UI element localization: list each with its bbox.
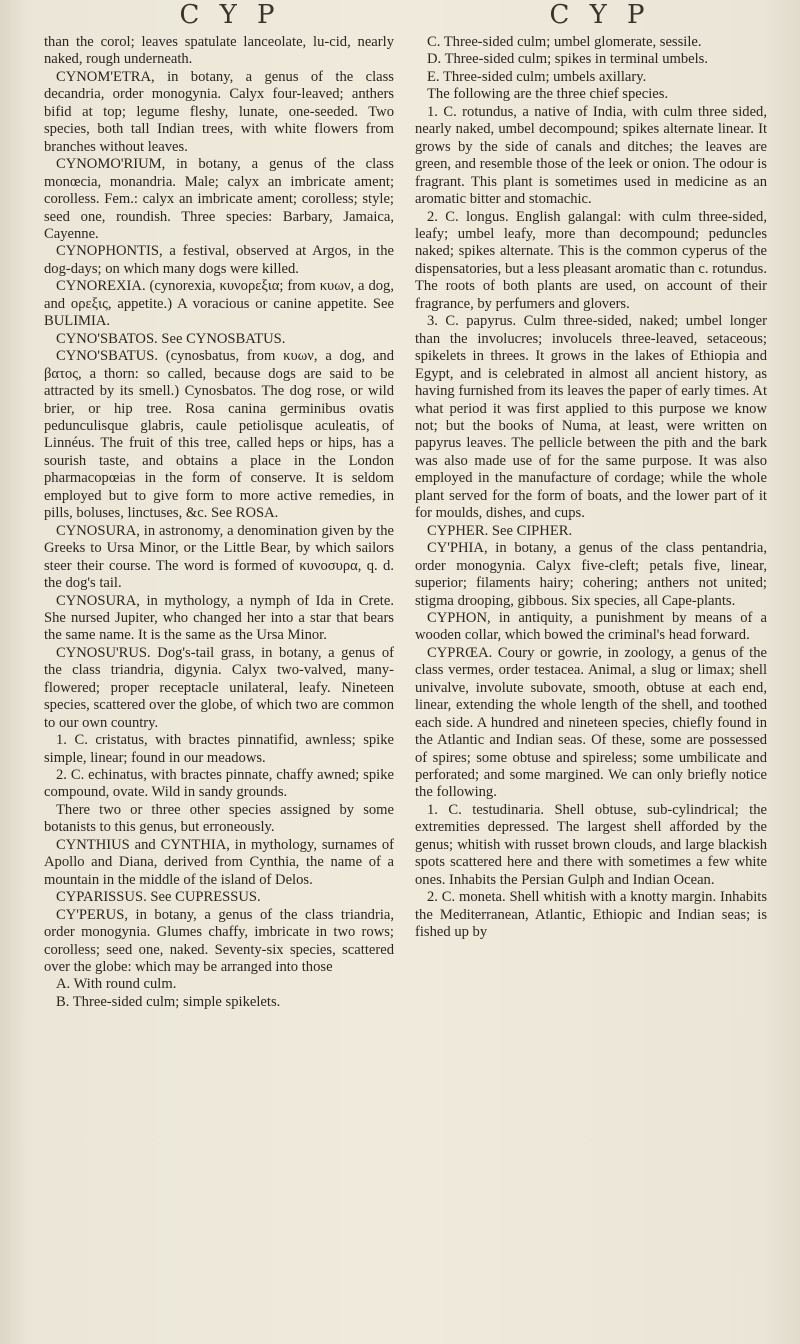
- right-column: [415, 34, 767, 942]
- paragraph: 2. C. longus. English galangal: with culm three-sided, leafy; umbel leafy, more than decompound; peduncles naked; spikes alternate. This is the common cyperus of the dispensatories, but a less pleasant aromatic than c. rotundus. The roots of both plants are used, on account of their fragrance, by perfumers and glovers.: [415, 208, 767, 312]
- paragraph: CYNOPHONTIS, a festival, observed at Argos, in the dog-days; on which many dogs were killed.: [44, 243, 394, 277]
- paragraph: The following are the three chief species.: [427, 86, 669, 103]
- paragraph: There two or three other species assigned by some botanists to this genus, but erroneously.: [44, 801, 394, 836]
- paragraph: CYNOREXIA. (cynorexia, κυνορεξια; from κυων, a dog, and ορεξις, appetite.) A voracious or canine appetite. See BULIMIA.: [44, 278, 394, 330]
- paragraph: E. Three-sided culm; umbels axillary.: [427, 68, 647, 85]
- paragraph: C. Three-sided culm; umbel glomerate, sessile.: [427, 34, 702, 50]
- paragraph: CYPHER. See CIPHER.: [427, 522, 573, 539]
- paragraph: 3. C. papyrus. Culm three-sided, naked; umbel longer than the involucres; involucels three-leaved, setaceous; spikelets in threes. It grows in the lakes of Ethiopia and Egypt, and is celebrated in almost all ancient history, as having furnished from its leaves the paper of early times. At what period it was first applied to this purpose we know not; but the books of Numa, at least, were written on papyrus leaves. The pellicle between the pith and the bark was also made use of for the same purpose. It was also employed in the manufacture of cordage; while the whole plant served for the form of boats, and the lower part of it for moulds, dishes, and cups.: [415, 313, 767, 522]
- paragraph: CYPHON, in antiquity, a punishment by means of a wooden collar, which bowed the criminal's head forward.: [415, 609, 767, 644]
- paragraph: 2. C. moneta. Shell whitish with a knotty margin. Inhabits the Mediterranean, Atlantic, Ethiopic and Indian seas; is fished up by: [415, 889, 767, 941]
- paragraph: 1. C. rotundus, a native of India, with culm three sided, nearly naked, umbel decompound; spikes alternate linear. It grows by the side of canals and ditches; the leaves are green, and resemble those of the leek or onion. The odour is fragrant. This plant is sometimes used in medicine as an aromatic bitter and stomachic.: [415, 103, 767, 208]
- paragraph: A. With round culm.: [56, 976, 177, 993]
- paragraph: CYNO'SBATOS. See CYNOSBATUS.: [56, 330, 286, 347]
- paragraph: CYNOSURA, in mythology, a nymph of Ida in Crete. She nursed Jupiter, who changed her into a star that bears the same name. It is the same as the Ursa Minor.: [44, 592, 394, 644]
- left-column: [44, 34, 394, 1011]
- paragraph: CYNO'SBATUS. (cynosbatus, from κυων, a dog, and βατος, a thorn: so called, because dogs are said to be attracted by its smell.) Cynosbatos. The dog rose, or wild brier, or hip tree. Rosa canina germinibus ovatis pedunculisque glabris, caule petiolisque aculeatis, of Linnéus. The fruit of this tree, called heps or hips, has a sourish taste, and obtains a place in the London pharmacopœias in the form of conserve. It is seldom employed but to give form to more active remedies, in pills, boluses, linctuses, &c. See ROSA.: [44, 348, 394, 522]
- paragraph: D. Three-sided culm; spikes in terminal umbels.: [427, 51, 709, 68]
- paragraph: CYPARISSUS. See CUPRESSUS.: [56, 889, 261, 906]
- paragraph: 1. C. testudinaria. Shell obtuse, sub-cylindrical; the extremities depressed. The largest shell afforded by the genus; whitish with russet brown clouds, and large blackish spots scattered here and there with sometimes a few white ones. Inhabits the Persian Gulph and Indian Ocean.: [415, 801, 767, 888]
- paragraph: CYNOSU'RUS. Dog's-tail grass, in botany, a genus of the class triandria, digynia. Calyx two-valved, many-flowered; proper receptacle unilateral, leafy. Nineteen species, scattered over the globe, of which two are common to our own country.: [44, 644, 394, 731]
- paragraph: B. Three-sided culm; simple spikelets.: [56, 993, 281, 1010]
- paragraph: CYNOSURA, in astronomy, a denomination given by the Greeks to Ursa Minor, or the Little Bear, by which sailors steer their course. The word is formed of κυνοσυρα, q. d. the dog's tail.: [44, 522, 394, 592]
- paragraph: CYNOMO'RIUM, in botany, a genus of the class monœcia, monandria. Male; calyx an imbricate ament; corolless. Fem.: calyx an imbricate ament; corolless; style; seed one, roundish. Three species: Barbary, Jamaica, Cayenne.: [44, 156, 394, 242]
- paragraph: CYPRŒA. Coury or gowrie, in zoology, a genus of the class vermes, order testacea. Animal, a slug or limax; shell univalve, involute subovate, smooth, obtuse at each end, linear, extending the whole length of the shell, and toothed each side. A hundred and nineteen species, chiefly found in the Atlantic and Indian seas. Of these, some are possessed of spires; some obtuse and spireless; some umbilicate and perforated; and some margined. We can only briefly notice the following.: [415, 644, 767, 801]
- paragraph: 1. C. cristatus, with bractes pinnatifid, awnless; spike simple, linear; found in our meadows.: [44, 732, 394, 766]
- paragraph: 2. C. echinatus, with bractes pinnate, chaffy awned; spike compound, ovate. Wild in sandy grounds.: [44, 767, 394, 801]
- paragraph: CYNTHIUS and CYNTHIA, in mythology, surnames of Apollo and Diana, derived from Cynthia, the name of a mountain in the middle of the island of Delos.: [44, 836, 394, 888]
- paragraph: than the corol; leaves spatulate lanceolate, lu-cid, nearly naked, rough underneath.: [44, 34, 394, 68]
- paragraph: CY'PERUS, in botany, a genus of the class triandria, order monogynia. Glumes chaffy, imbricate in two rows; corolless; seed one, naked. Seventy-six species, scattered over the globe: which may be arranged into those: [44, 906, 394, 976]
- running-head-left: C Y P: [179, 0, 281, 30]
- paragraph: CYNOM'ETRA, in botany, a genus of the class decandria, order monogynia. Calyx four-leaved; anthers bifid at top; legume fleshy, lunate, one-seeded. Two species, both tall Indian trees, with white flowers from branches without leaves.: [44, 68, 394, 155]
- paragraph: CY'PHIA, in botany, a genus of the class pentandria, order monogynia. Calyx five-cleft; petals five, linear, superior; filaments hairy; cohering; anthers not united; stigma drooping, gibbous. Six species, all Cape-plants.: [415, 540, 767, 609]
- running-head-right: C Y P: [549, 0, 651, 30]
